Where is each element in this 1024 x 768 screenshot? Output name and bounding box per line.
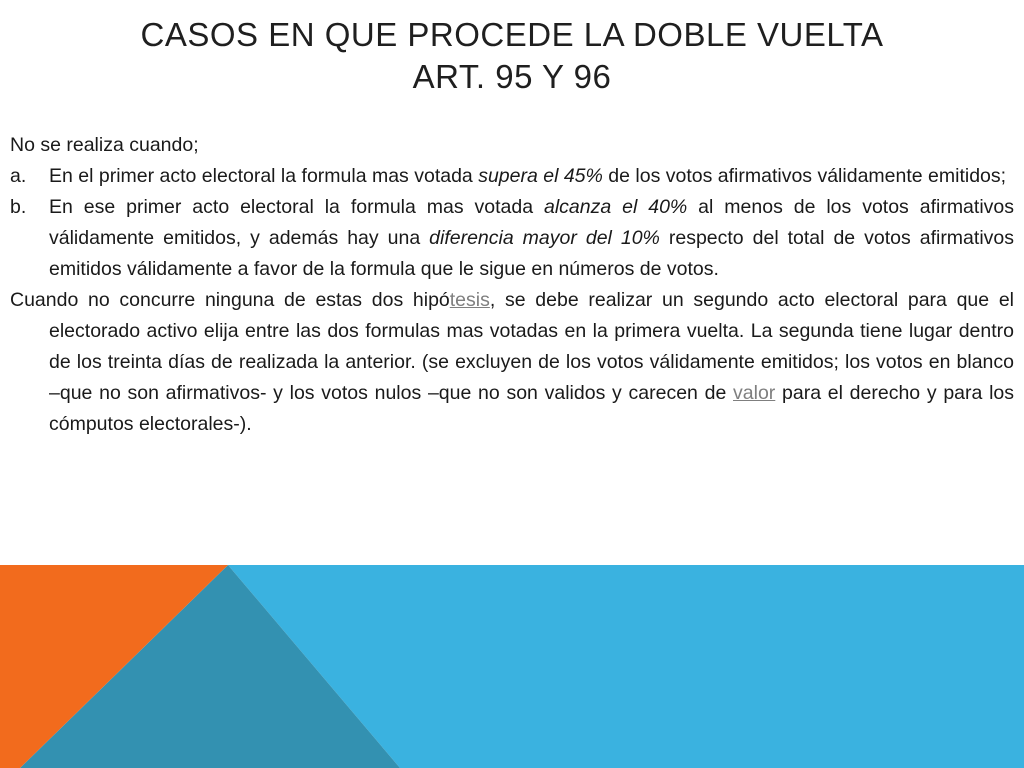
page-title: [0, 14, 1024, 98]
closing-text-3: para el derecho y para los cómputos electorales-).: [49, 382, 1015, 435]
closing-paragraph: [10, 285, 1014, 440]
slide-body: [10, 130, 1014, 440]
intro-text: No se realiza cuando;: [10, 134, 199, 156]
item-a-text-2: de los votos afirmativos válidamente emitidos;: [602, 165, 1007, 187]
list-item-b: [10, 192, 1014, 285]
list-marker: b.: [10, 196, 27, 218]
list-marker: a.: [10, 165, 27, 187]
item-b-text-3: respecto del total de votos afirmativos emitidos válidamente a favor de la formula que le sigue en números de votos.: [49, 227, 1014, 280]
closing-text-2: , se debe realizar un segundo acto electoral para que el electorado activo elija entre las dos formulas mas votadas en la primera vuelta. La segunda tiene lugar dentro de los treinta días de realizada la anterior. (se excluyen de los votos válidamente emitidos; los votos en blanco –que no son afirmativos- y los votos nulos –que no son validos y carecen de: [49, 289, 1014, 404]
list-item-a: [10, 161, 1014, 192]
title-line-1: CASOS EN QUE PROCEDE LA DOBLE VUELTA: [140, 16, 884, 53]
item-b-text-2: al menos de los votos afirmativos válidamente emitidos, y además hay una: [49, 196, 1014, 249]
title-line-2: ART. 95 Y 96: [412, 58, 612, 95]
item-a-text-1: En el primer acto electoral la formula mas votada: [49, 165, 479, 187]
tesis-link[interactable]: tesis: [449, 289, 490, 311]
valor-link[interactable]: valor: [733, 382, 776, 404]
item-b-text-1: En ese primer acto electoral la formula mas votada: [49, 196, 544, 218]
item-b-emphasis-2: diferencia mayor del 10%: [429, 227, 660, 249]
item-b-emphasis-1: alcanza el 40%: [544, 196, 688, 218]
closing-text-1: Cuando no concurre ninguna de estas dos hipó: [10, 289, 450, 311]
item-a-emphasis: supera el 45%: [478, 165, 603, 187]
